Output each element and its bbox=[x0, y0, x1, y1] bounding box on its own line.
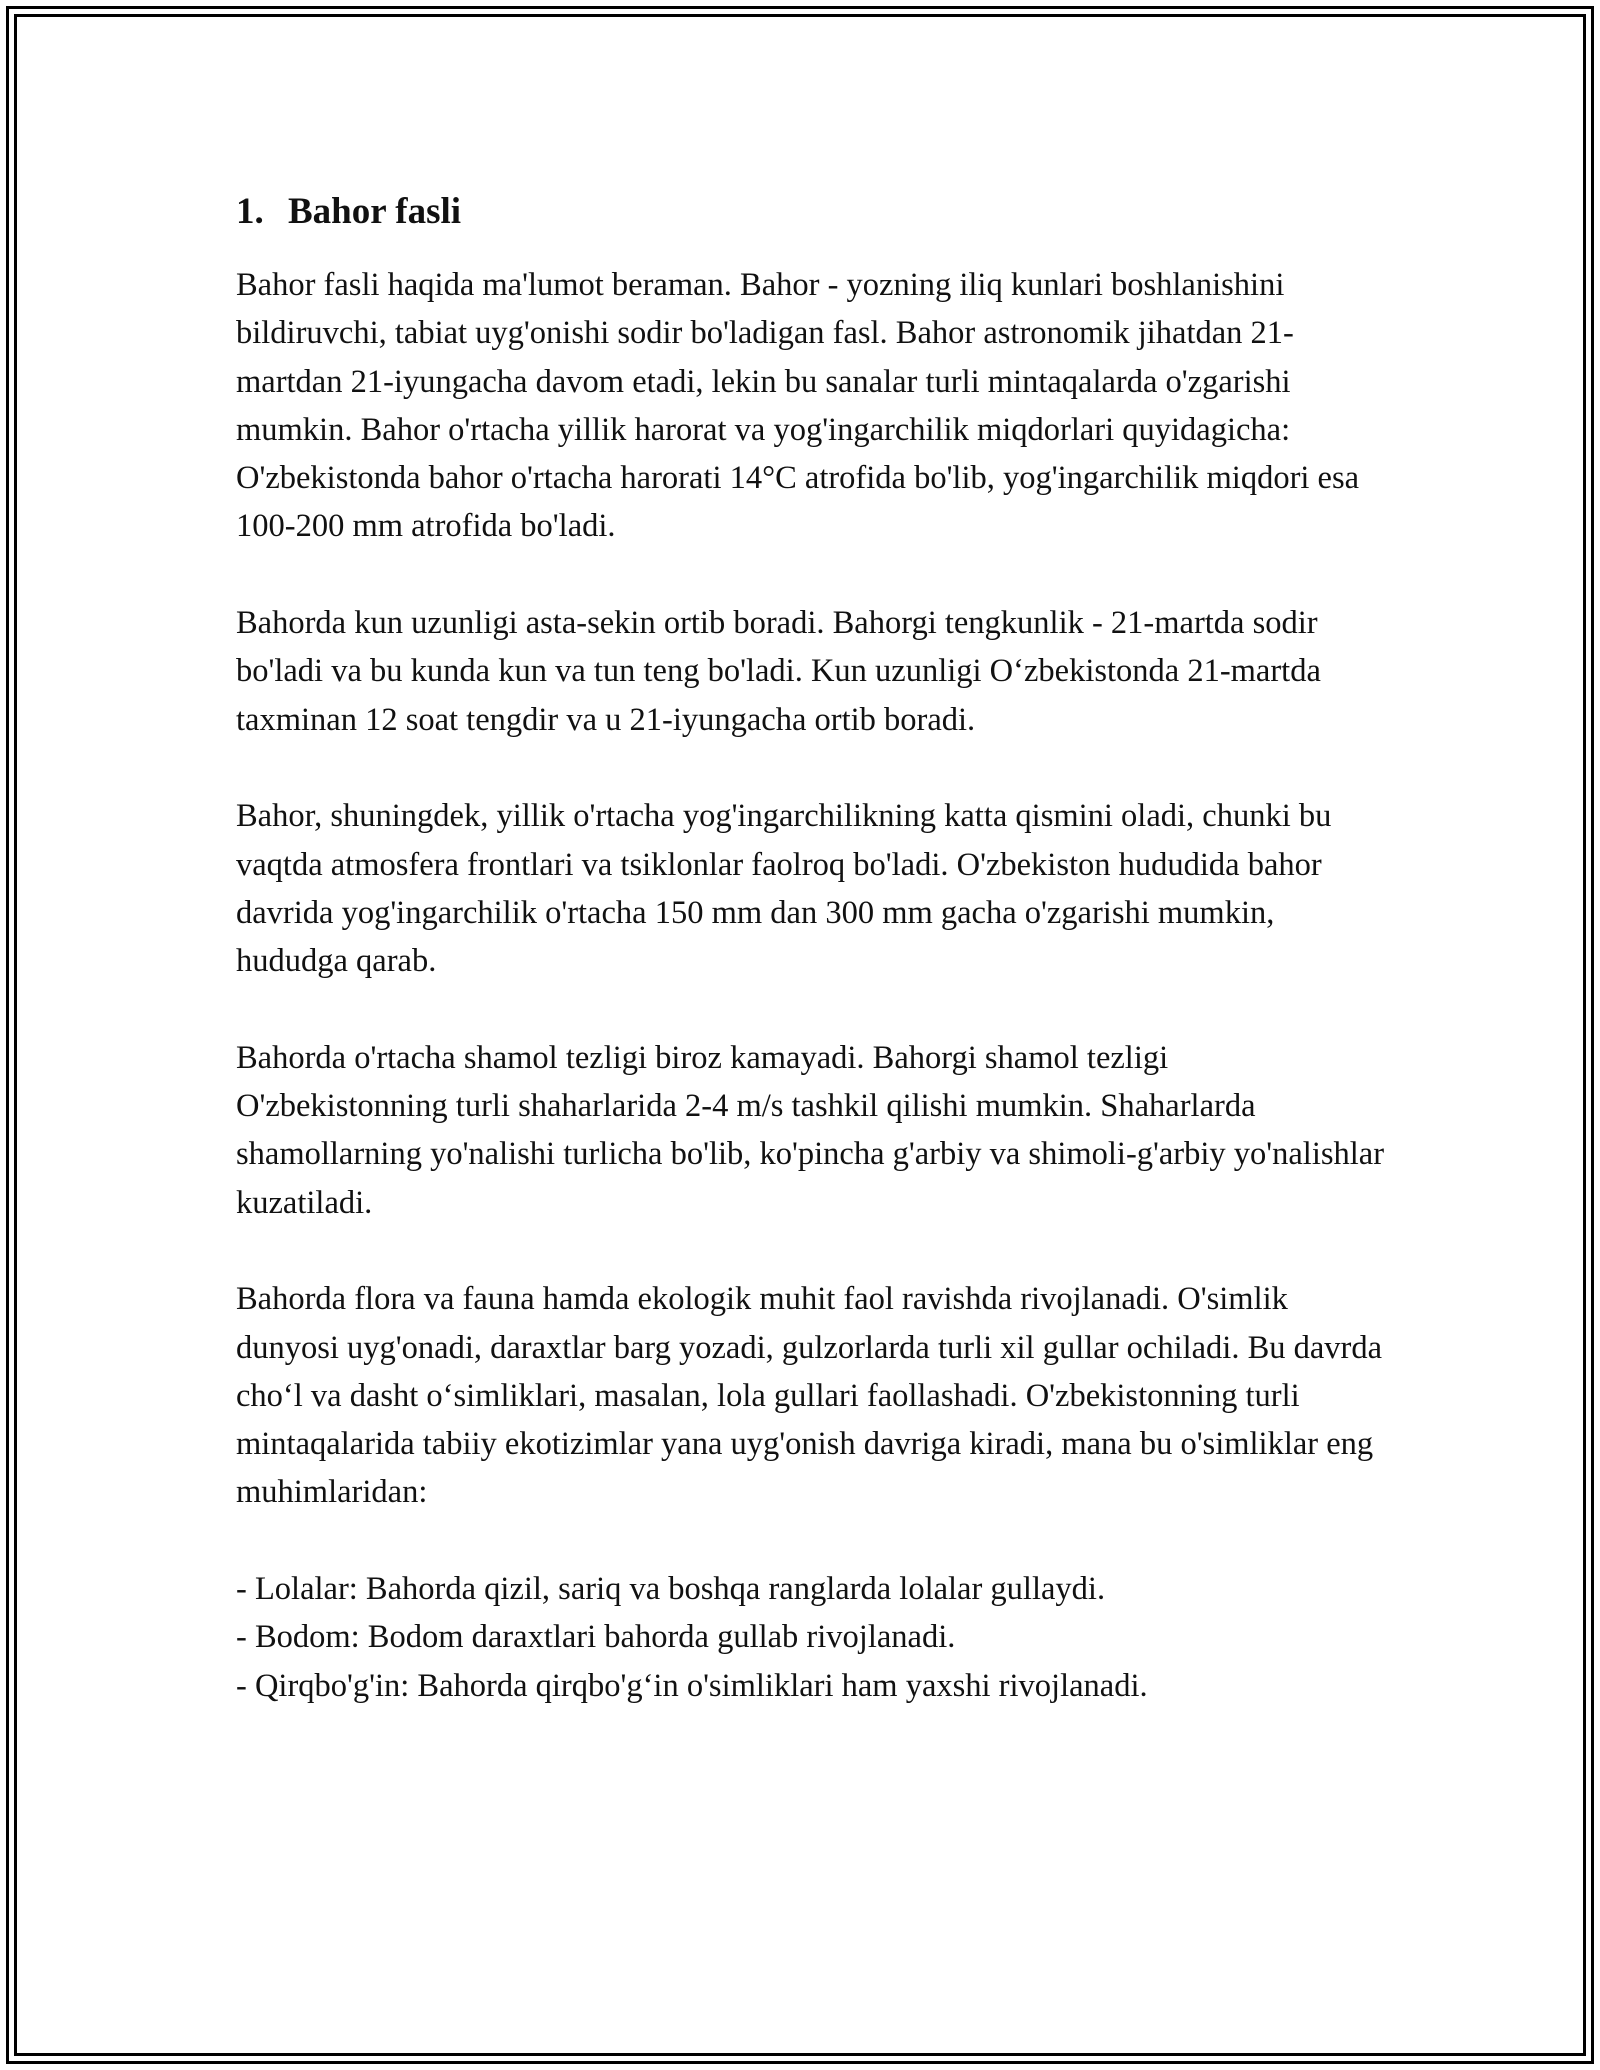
list-item: - Bodom: Bodom daraxtlari bahorda gullab rivojlanadi. bbox=[236, 1619, 956, 1656]
section-heading bbox=[236, 188, 1386, 236]
plant-list bbox=[236, 1565, 1386, 1710]
paragraph-day-length: Bahorda kun uzunligi asta-sekin ortib boradi. Bahorgi tengkunlik - 21-martda sodir bo'ladi va bu kunda kun va tun teng bo'ladi. Kun uzunligi O‘zbekistonda 21-martda taxminan 12 soat tengdir va u 21-iyungacha ortib boradi. bbox=[236, 605, 1321, 738]
list-item: - Lolalar: Bahorda qizil, sariq va boshqa ranglarda lolalar gullaydi. bbox=[236, 1571, 1106, 1608]
document-body bbox=[236, 188, 1386, 1710]
paragraph-wind: Bahorda o'rtacha shamol tezligi biroz kamayadi. Bahorgi shamol tezligi O'zbekistonning turli shaharlarida 2-4 m/s tashkil qilishi mumkin. Shaharlarda shamollarning yo'nalishi turlicha bo'lib, ko'pincha g'arbiy va shimoli-g'arbiy yo'nalishlar kuzatiladi. bbox=[236, 1039, 1385, 1221]
paragraph-intro: Bahor fasli haqida ma'lumot beraman. Bahor - yozning iliq kunlari boshlanishini bildiruvchi, tabiat uyg'onishi sodir bo'ladigan fasl. Bahor astronomik jihatdan 21-martdan 21-iyungacha davom etadi, lekin bu sanalar turli mintaqalarda o'zgarishi mumkin. Bahor o'rtacha yillik harorat va yog'ingarchilik miqdorlari quyidagicha: O'zbekistonda bahor o'rtacha harorati 14°C atrofida bo'lib, yog'ingarchilik miqdori esa 100-200 mm atrofida bo'ladi. bbox=[236, 267, 1360, 545]
paragraph-flora-fauna: Bahorda flora va fauna hamda ekologik muhit faol ravishda rivojlanadi. O'simlik dunyosi uyg'onadi, daraxtlar barg yozadi, gulzorlarda turli xil gullar ochiladi. Bu davrda cho‘l va dasht o‘simliklari, masalan, lola gullari faollashadi. O'zbekistonning turli mintaqalarida tabiiy ekotizimlar yana uyg'onish davriga kiradi, mana bu o'simliklar eng muhimlaridan: bbox=[236, 1281, 1383, 1511]
section-number: 1. bbox=[236, 191, 264, 232]
list-item: - Qirqbo'g'in: Bahorda qirqbo'g‘in o'simliklari ham yaxshi rivojlanadi. bbox=[236, 1667, 1148, 1704]
paragraph-precipitation: Bahor, shuningdek, yillik o'rtacha yog'ingarchilikning katta qismini oladi, chunki bu vaqtda atmosfera frontlari va tsiklonlar faolroq bo'ladi. O'zbekiston hududida bahor davrida yog'ingarchilik o'rtacha 150 mm dan 300 mm gacha o'zgarishi mumkin, hududga qarab. bbox=[236, 798, 1332, 980]
section-title: Bahor fasli bbox=[288, 191, 462, 232]
